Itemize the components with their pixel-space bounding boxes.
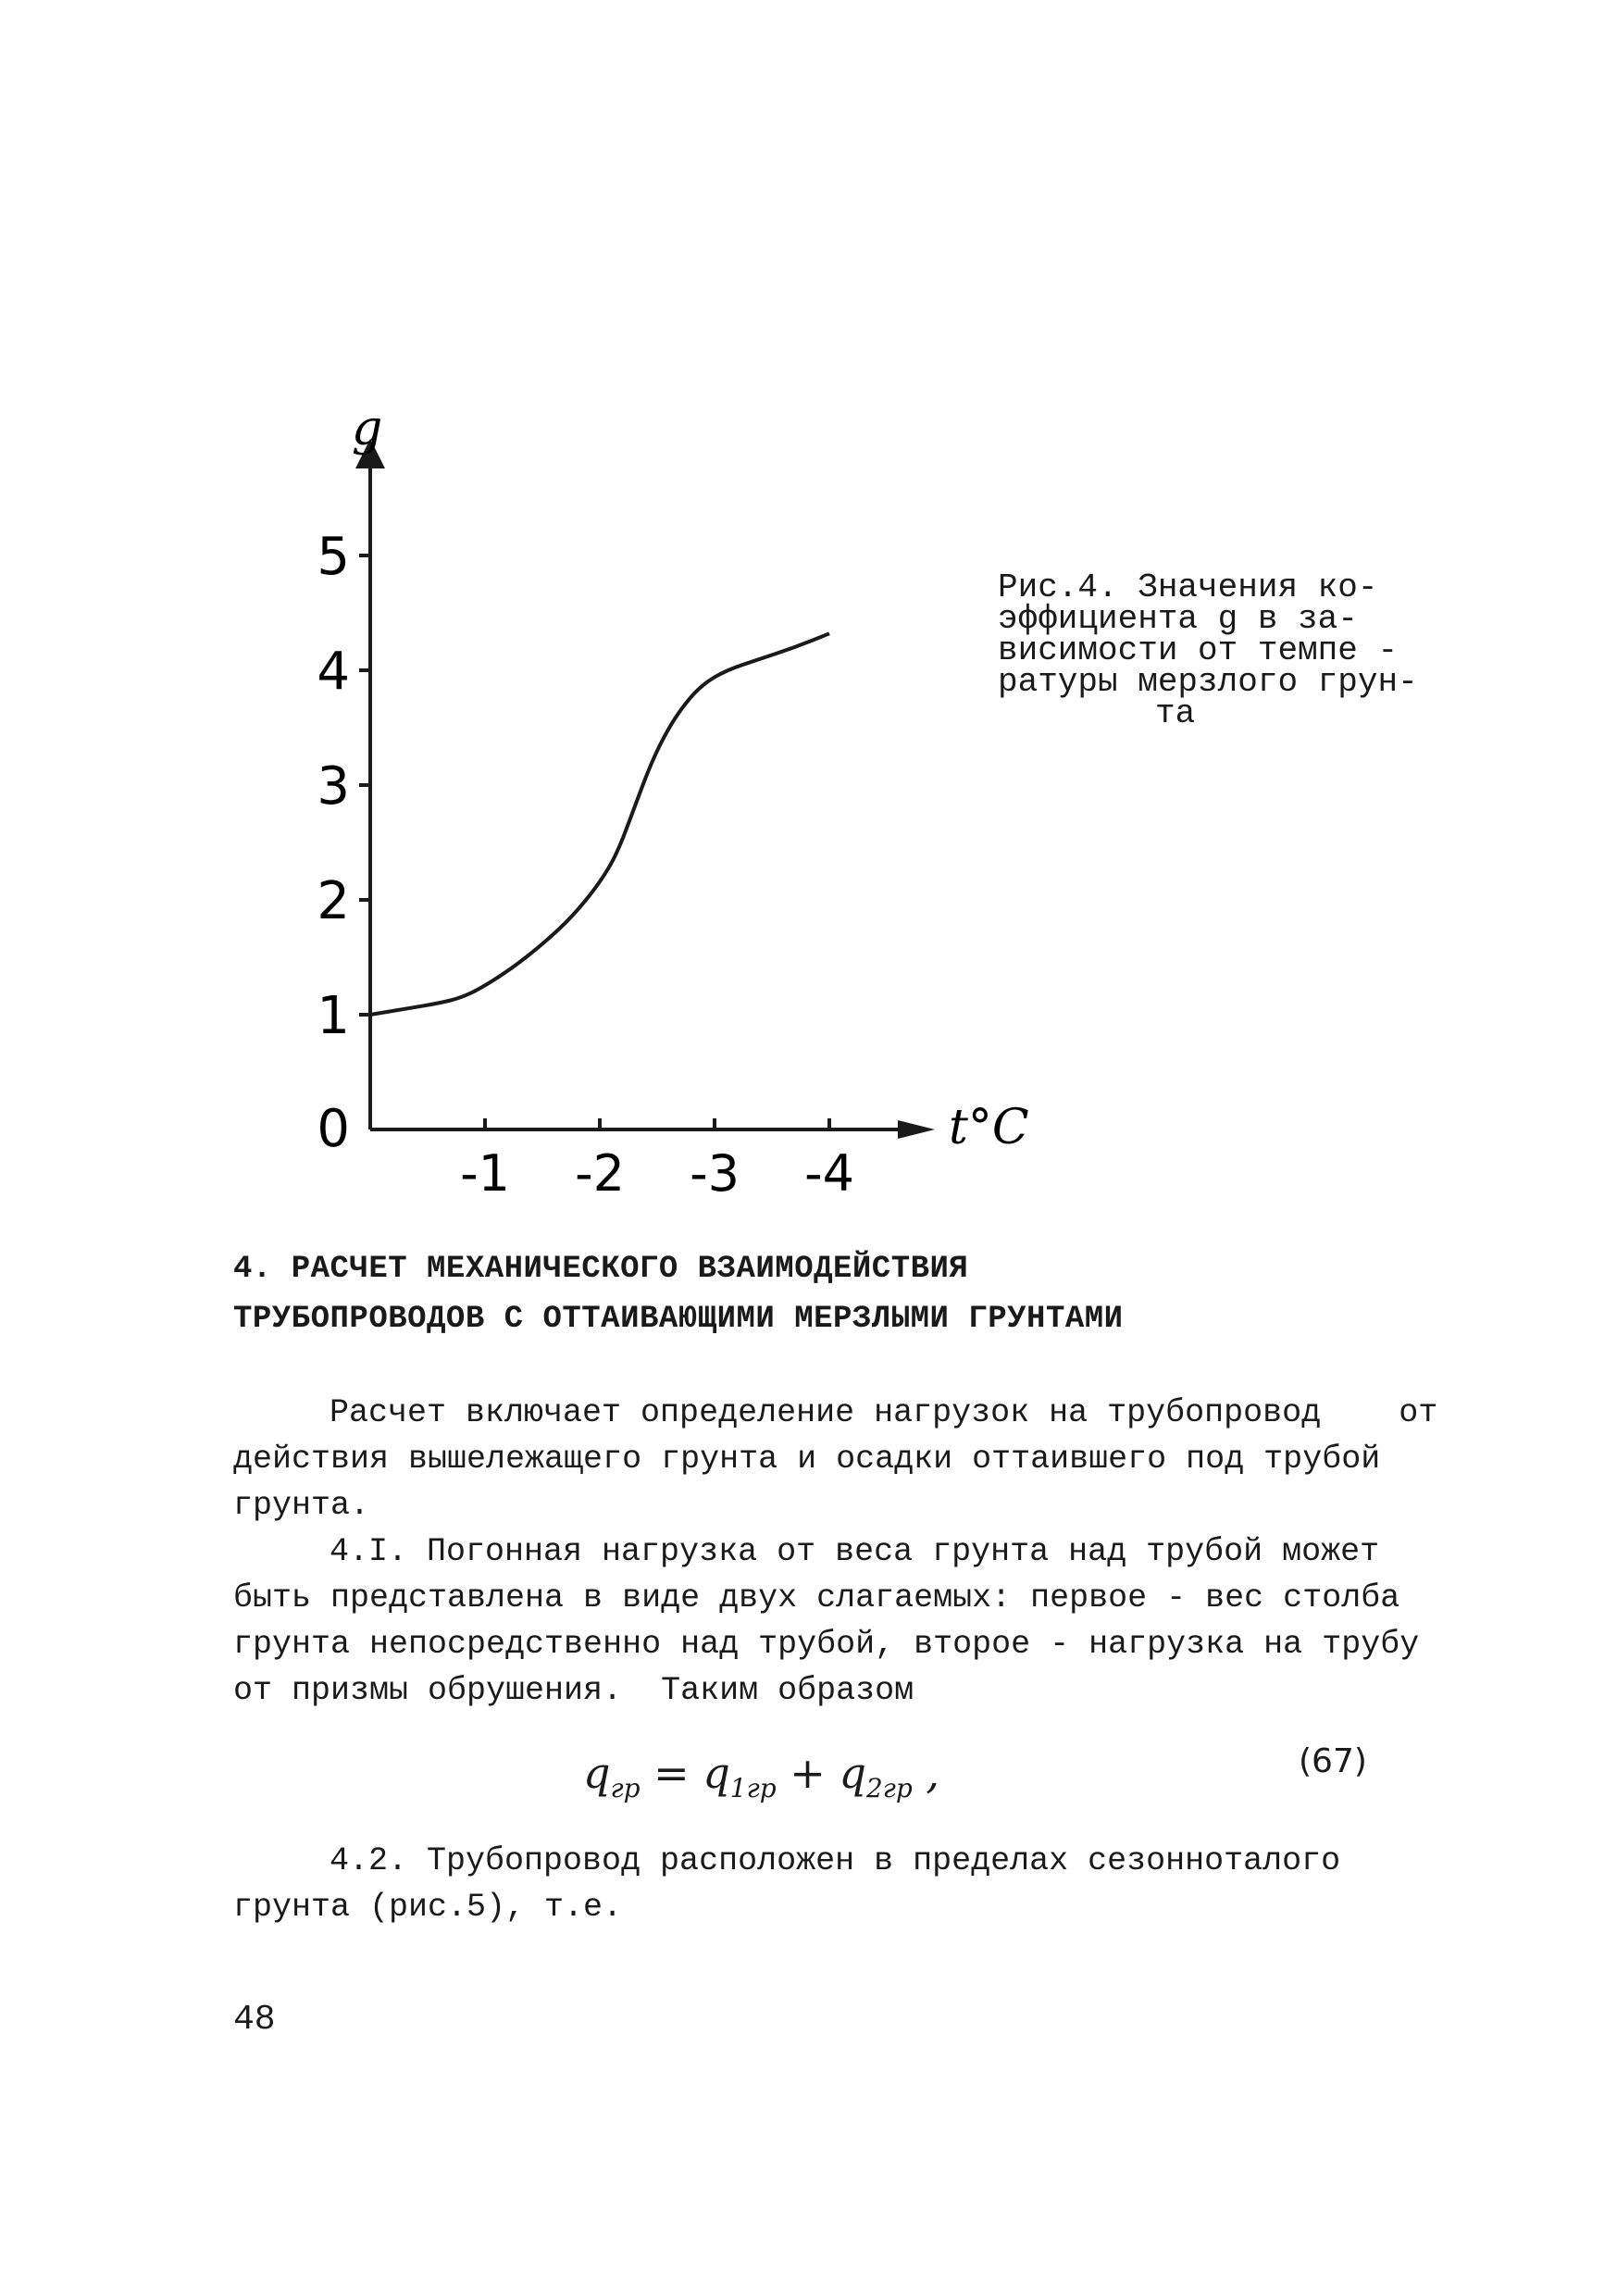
data-curve-g <box>370 633 829 1015</box>
caption-line: висимости от темпе - <box>998 631 1399 669</box>
x-tick-label: -3 <box>690 1144 740 1203</box>
y-tick-label: 5 <box>317 527 350 587</box>
paragraph-line: 4.2. Трубопровод расположен в пределах сезонноталого <box>330 1842 1341 1879</box>
eq-term-2: q <box>839 1748 866 1798</box>
page-number: 48 <box>233 2000 276 2040</box>
caption-line: эффициента g в за- <box>998 600 1358 638</box>
eq-lhs: q <box>583 1748 611 1798</box>
caption-line: та <box>1155 694 1196 732</box>
coefficient-chart <box>278 389 1037 1222</box>
paragraph-line: действия вышележащего грунта и осадки оттаившего под трубой <box>233 1441 1381 1478</box>
y-tick-label: 2 <box>317 871 350 931</box>
figure-caption <box>998 568 1418 732</box>
paragraph-line: от призмы обрушения. Таким образом <box>233 1672 914 1709</box>
equation-number: (67) <box>1299 1742 1367 1780</box>
section-heading-line-1: 4. РАСЧЕТ МЕХАНИЧЕСКОГО ВЗАИМОДЕЙСТВИЯ <box>233 1252 969 1287</box>
x-tick-label: -1 <box>460 1144 510 1203</box>
eq-plus: + <box>776 1748 840 1798</box>
paragraph-line: Расчет включает определение нагрузок на трубопровод от <box>330 1394 1438 1431</box>
chart-svg <box>278 389 1037 1222</box>
eq-term-1-sub: 1гр <box>729 1773 777 1804</box>
paragraph-line: грунта непосредственно над трубой, второе - нагрузка на трубу <box>233 1626 1420 1663</box>
eq-end: , <box>912 1748 940 1798</box>
paragraph-line: быть представлена в виде двух слагаемых: первое - вес столба <box>233 1579 1400 1616</box>
x-tick-label: -4 <box>804 1144 854 1203</box>
equation-67 <box>583 1748 939 1803</box>
x-axis-label: t°C <box>949 1100 1029 1155</box>
paragraph-line: 4.I. Погонная нагрузка от веса грунта над трубой может <box>330 1533 1380 1570</box>
eq-equals: = <box>640 1748 703 1798</box>
y-tick-label: 4 <box>317 642 350 702</box>
y-tick-label: 0 <box>317 1099 350 1159</box>
y-axis-label: g <box>352 401 383 456</box>
x-tick-label: -2 <box>575 1144 625 1203</box>
paragraph-line: грунта (рис.5), т.е. <box>233 1889 623 1926</box>
eq-term-1: q <box>703 1748 730 1798</box>
x-axis-arrow <box>898 1120 935 1139</box>
eq-lhs-sub: гр <box>610 1773 641 1804</box>
y-tick-label: 3 <box>317 756 350 817</box>
caption-line: ратуры мерзлого грун- <box>998 663 1418 701</box>
caption-line: Рис.4. Значения ко- <box>998 568 1378 606</box>
section-heading-line-2: ТРУБОПРОВОДОВ С ОТТАИВАЮЩИМИ МЕРЗЛЫМИ ГРУНТАМИ <box>233 1302 1124 1337</box>
y-tick-label: 1 <box>317 986 350 1046</box>
eq-term-2-sub: 2гр <box>865 1773 913 1804</box>
paragraph-line: грунта. <box>233 1487 370 1524</box>
